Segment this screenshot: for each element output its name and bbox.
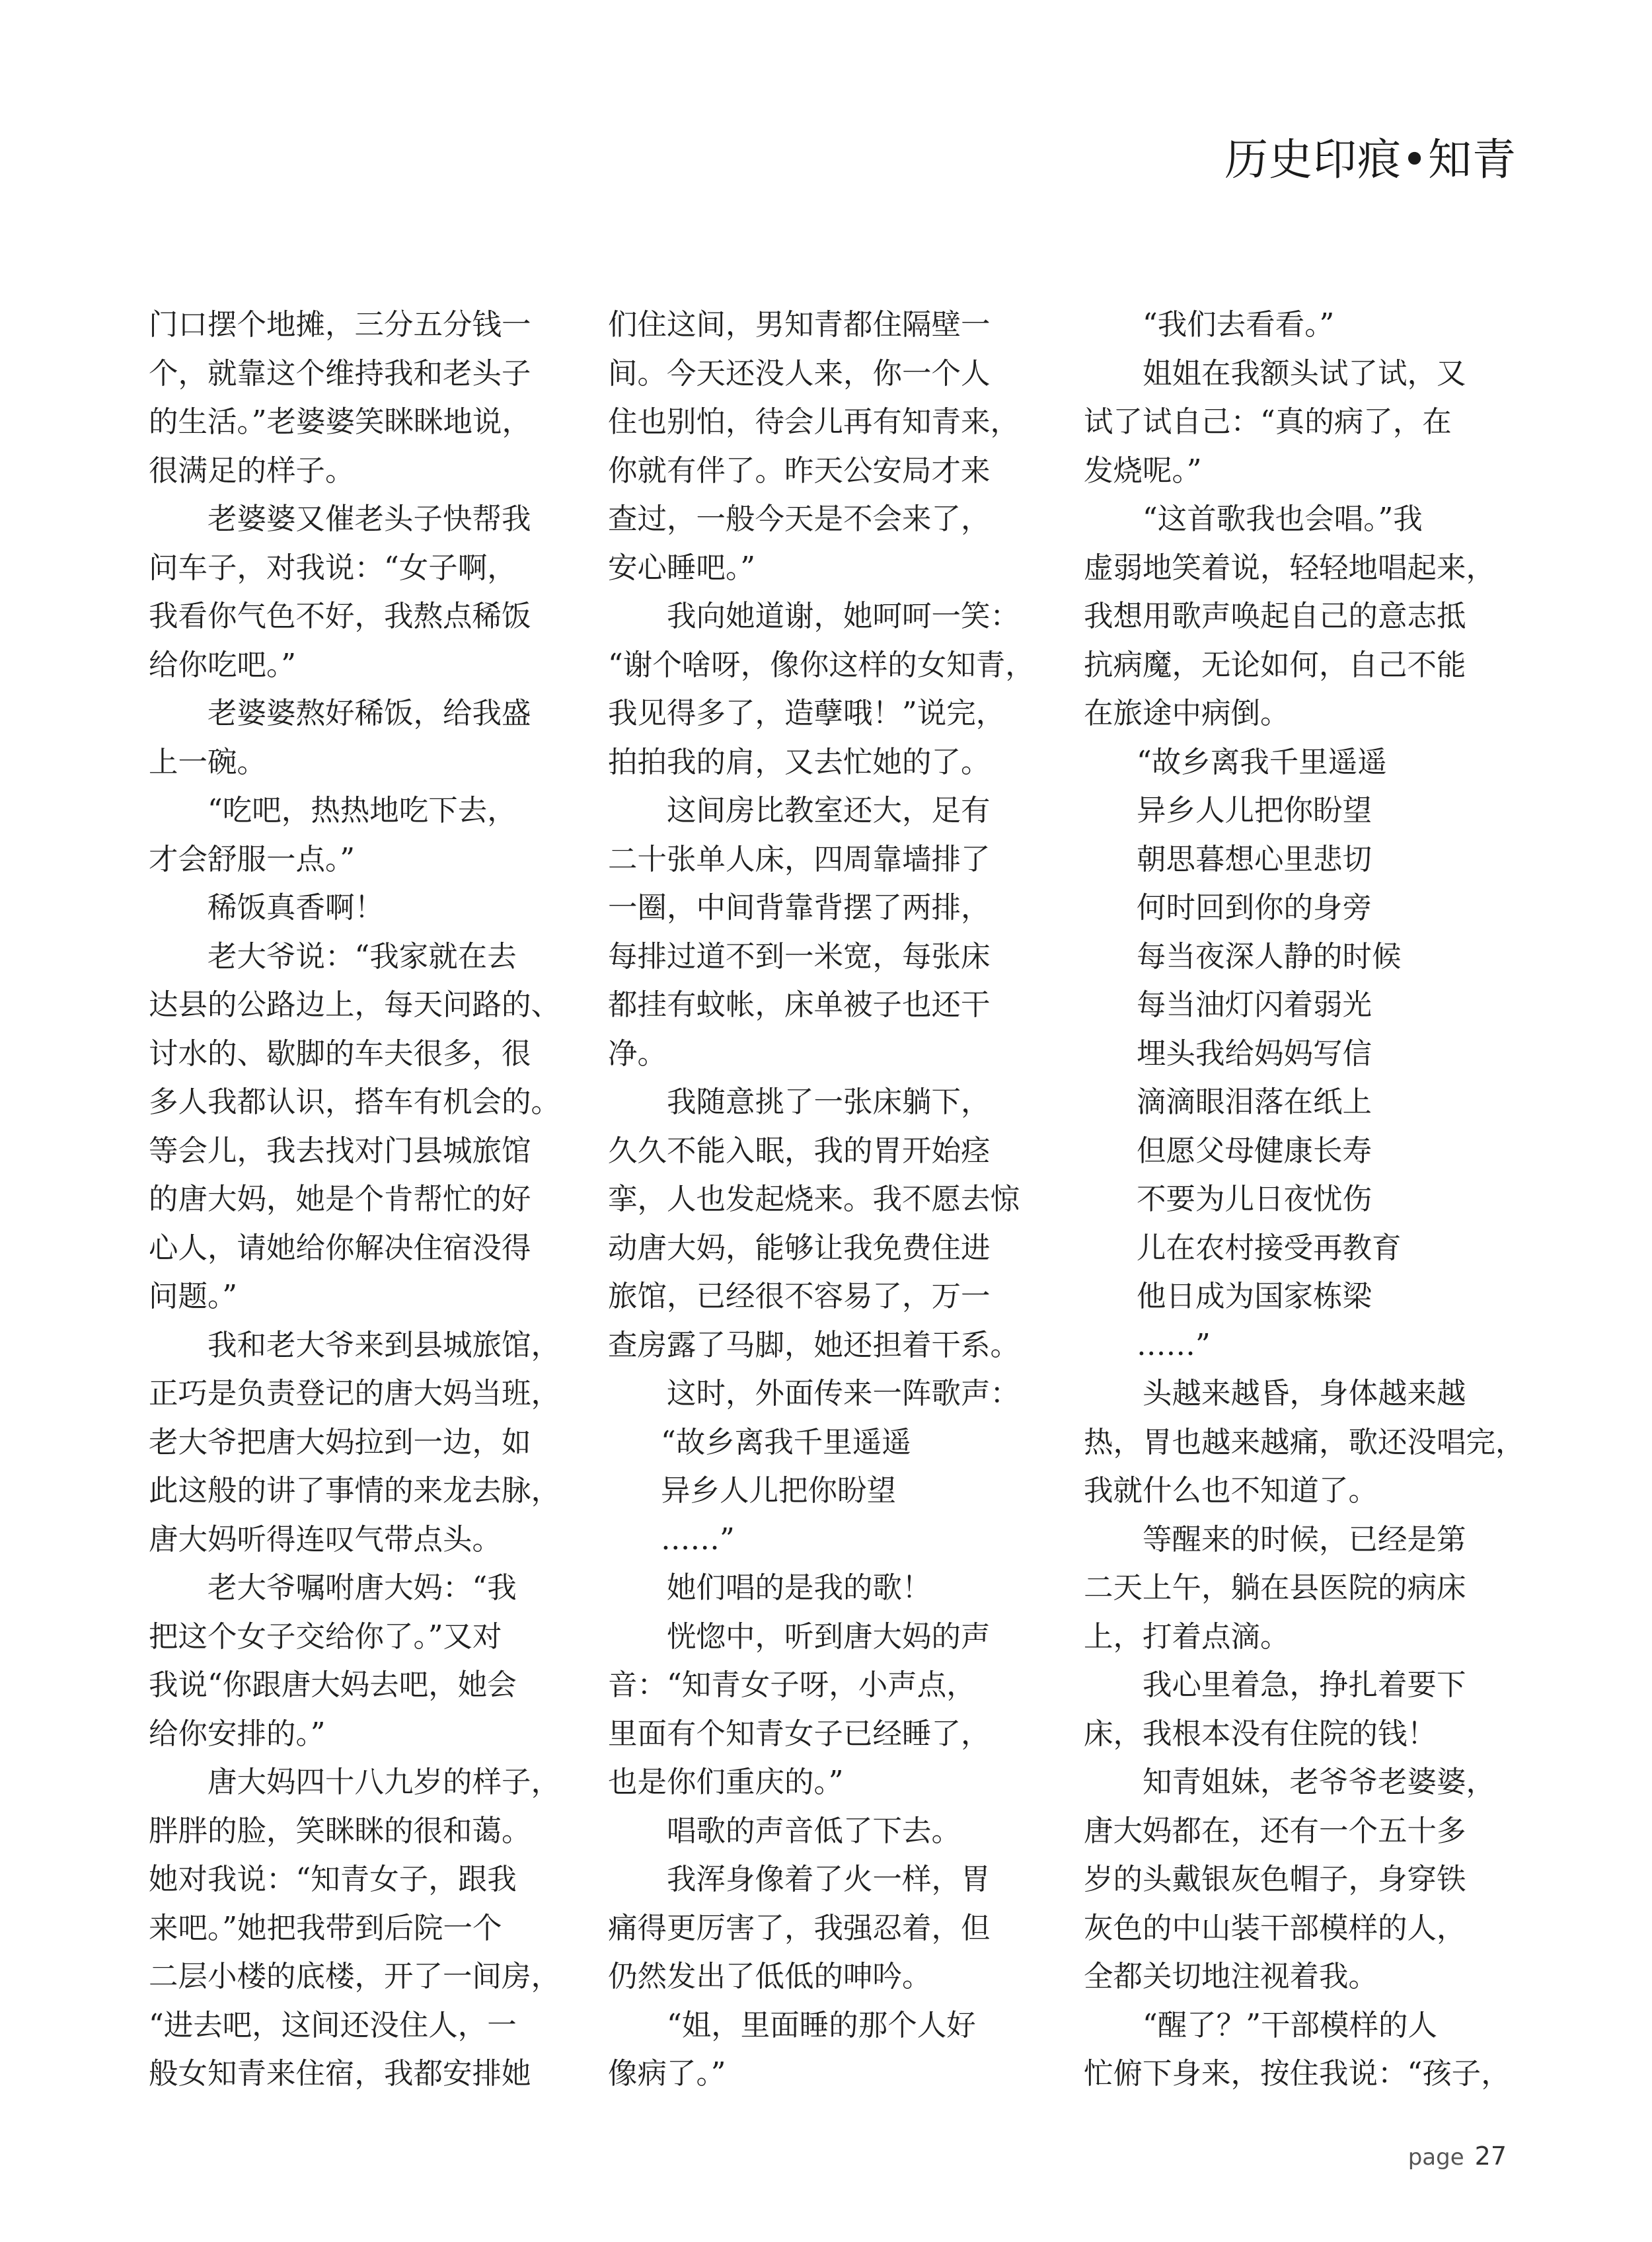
text-line: 稀饭真香啊！ (149, 891, 385, 925)
text-line: 多人我都认识，搭车有机会的。 (149, 1085, 561, 1119)
text-line: 给你安排的。” (149, 1717, 326, 1751)
poem-line: 他日成为国家栋梁 (1137, 1280, 1372, 1313)
text-line: 问题。” (149, 1280, 238, 1313)
text-line: 这间房比教室还大，足有 (608, 794, 991, 828)
text-line: 我随意挑了一张床躺下， (608, 1085, 991, 1119)
text-line: 上一碗。 (149, 745, 267, 779)
text-line: 一圈，中间背靠背摆了两排， (608, 891, 991, 925)
text-line: 们住这间，男知青都住隔壁一 (608, 308, 991, 342)
text-line: 在旅途中病倒。 (1084, 697, 1290, 730)
text-line: 知青姐妹，老爷爷老婆婆， (1084, 1765, 1496, 1799)
section-topic: 知青 (1428, 134, 1517, 185)
text-line: 动唐大妈，能够让我免费住进 (608, 1231, 991, 1265)
text-line: 此这般的讲了事情的来龙去脉， (149, 1474, 561, 1508)
text-line: 净。 (608, 1036, 667, 1071)
poem-line: “故乡离我千里遥遥 (1137, 745, 1387, 779)
text-line: “吃吧，热热地吃下去， (149, 794, 517, 828)
text-line: 唐大妈都在，还有一个五十多 (1084, 1814, 1466, 1848)
text-line: 门口摆个地摊，三分五分钱一 (149, 308, 531, 342)
text-line: 灰色的中山装干部模样的人， (1084, 1911, 1466, 1945)
text-line: 久久不能入眠，我的胃开始痉 (608, 1134, 991, 1168)
section-name: 历史印痕 (1224, 134, 1402, 185)
text-line: 忙俯下身来，按住我说：“孩子， (1084, 2057, 1511, 2091)
page-label: page (1408, 2144, 1464, 2171)
poem-line: 不要为儿日夜忧伤 (1137, 1182, 1372, 1216)
text-line: 头越来越昏，身体越来越 (1084, 1377, 1466, 1411)
text-line: 才会舒服一点。” (149, 842, 356, 876)
text-line: 间。今天还没人来，你一个人 (608, 356, 991, 391)
text-line: “醒了？”干部模样的人 (1084, 2008, 1438, 2042)
poem-line: 滴滴眼泪落在纸上 (1137, 1085, 1372, 1119)
text-line: 老婆婆又催老头子快帮我 (149, 502, 531, 536)
text-line: 老大爷把唐大妈拉到一边，如 (149, 1425, 531, 1459)
text-line: 安心睡吧。” (608, 551, 756, 585)
text-line: 问车子，对我说：“女子啊， (149, 551, 517, 585)
text-line: 里面有个知青女子已经睡了， (608, 1717, 991, 1751)
text-line: 般女知青来住宿，我都安排她 (149, 2057, 531, 2091)
text-line: 讨水的、歇脚的车夫很多，很 (149, 1036, 531, 1071)
text-line: 我向她道谢，她呵呵一笑： (608, 599, 1020, 633)
text-line: “姐，里面睡的那个人好 (608, 2008, 976, 2042)
text-line: 我说“你跟唐大妈去吧，她会 (149, 1668, 517, 1702)
text-line: 我浑身像着了火一样，胃 (608, 1863, 991, 1896)
text-line: 她们唱的是我的歌！ (608, 1571, 932, 1605)
poem-line: 但愿父母健康长寿 (1137, 1134, 1372, 1168)
text-line: 很满足的样子。 (149, 453, 355, 488)
text-line: 我见得多了，造孽哦！”说完， (608, 697, 1006, 730)
poem-line: 儿在农村接受再教育 (1137, 1231, 1402, 1265)
text-line: 住也别怕，待会儿再有知青来， (608, 405, 1020, 439)
text-line: 仍然发出了低低的呻吟。 (608, 1960, 932, 1993)
text-line: 等醒来的时候，已经是第 (1084, 1522, 1466, 1557)
poem-line: 朝思暮想心里悲切 (1137, 842, 1372, 876)
text-line: 恍惚中，听到唐大妈的声 (608, 1619, 991, 1654)
text-line: 心人，请她给你解决住宿没得 (149, 1231, 531, 1265)
text-line: 热，胃也越来越痛，歌还没唱完， (1084, 1425, 1525, 1459)
text-line: 等会儿，我去找对门县城旅馆 (149, 1134, 531, 1168)
text-line: 床，我根本没有住院的钱！ (1084, 1717, 1437, 1751)
poem-line: ……” (661, 1522, 735, 1557)
text-line: 我和老大爷来到县城旅馆， (149, 1328, 561, 1362)
text-line: 我心里着急，挣扎着要下 (1084, 1668, 1466, 1702)
text-line: 老大爷说：“我家就在去 (149, 939, 517, 974)
poem-line: 每当油灯闪着弱光 (1137, 988, 1372, 1022)
text-line: 我就什么也不知道了。 (1084, 1474, 1378, 1508)
text-line: 挛，人也发起烧来。我不愿去惊 (608, 1182, 1020, 1216)
text-line: 她对我说：“知青女子，跟我 (149, 1863, 517, 1896)
text-line: 这时，外面传来一阵歌声： (608, 1377, 1020, 1411)
text-line: 我看你气色不好，我熬点稀饭 (149, 599, 531, 633)
text-line: 音：“知青女子呀，小声点， (608, 1668, 976, 1702)
text-line: 二天上午，躺在县医院的病床 (1084, 1571, 1466, 1605)
text-line: 上，打着点滴。 (1084, 1619, 1290, 1654)
text-line: 正巧是负责登记的唐大妈当班， (149, 1377, 561, 1411)
text-line: 虚弱地笑着说，轻轻地唱起来， (1084, 551, 1496, 585)
text-line: 老婆婆熬好稀饭，给我盛 (149, 697, 531, 730)
text-line: 都挂有蚊帐，床单被子也还干 (608, 988, 991, 1022)
text-line: “我们去看看。” (1084, 308, 1335, 342)
text-column-3 (1084, 301, 1525, 2099)
text-line: “这首歌我也会唱。”我 (1084, 502, 1423, 536)
text-column-1 (149, 301, 585, 2099)
section-header (1224, 124, 1517, 187)
poem-line: “故乡离我千里遥遥 (661, 1425, 911, 1459)
text-line: 像病了。” (608, 2057, 726, 2091)
text-line: 痛得更厉害了，我强忍着，但 (608, 1911, 991, 1945)
text-line: 旅馆，已经很不容易了，万一 (608, 1280, 991, 1313)
text-line: 也是你们重庆的。” (608, 1765, 844, 1799)
text-line: 达县的公路边上，每天问路的、 (149, 988, 561, 1022)
text-line: 试了试自己：“真的病了，在 (1084, 405, 1452, 439)
text-line: 唐大妈听得连叹气带点头。 (149, 1522, 502, 1557)
text-line: 唱歌的声音低了下去。 (608, 1814, 961, 1848)
text-line: “进去吧，这间还没住人，一 (149, 2008, 517, 2042)
poem-line: 何时回到你的身旁 (1137, 891, 1372, 925)
poem-line: 异乡人儿把你盼望 (661, 1474, 897, 1508)
text-line: 个，就靠这个维持我和老头子 (149, 356, 531, 391)
text-line: 给你吃吧。” (149, 648, 297, 682)
text-line: 姐姐在我额头试了试，又 (1084, 356, 1466, 391)
text-line: 全都关切地注视着我。 (1084, 1960, 1378, 1993)
text-column-2 (608, 301, 1044, 2099)
text-line: 的生活。”老婆婆笑眯眯地说， (149, 405, 532, 439)
text-line: 拍拍我的肩，又去忙她的了。 (608, 745, 991, 779)
poem-line: 每当夜深人静的时候 (1137, 939, 1402, 974)
text-line: 来吧。”她把我带到后院一个 (149, 1911, 502, 1945)
text-line: 抗病魔，无论如何，自己不能 (1084, 648, 1466, 682)
text-line: 每排过道不到一米宽，每张床 (608, 939, 991, 974)
text-line: 把这个女子交给你了。”又对 (149, 1619, 502, 1654)
poem-line: 异乡人儿把你盼望 (1137, 794, 1372, 828)
text-line: 老大爷嘱咐唐大妈：“我 (149, 1571, 517, 1605)
page-number (1408, 2142, 1507, 2171)
text-line: 岁的头戴银灰色帽子，身穿铁 (1084, 1863, 1466, 1896)
header-separator: • (1402, 134, 1428, 185)
text-line: 二层小楼的底楼，开了一间房， (149, 1960, 561, 1993)
poem-line: 埋头我给妈妈写信 (1137, 1036, 1372, 1071)
text-line: 发烧呢。” (1084, 453, 1202, 488)
text-line: 二十张单人床，四周靠墙排了 (608, 842, 991, 876)
poem-line: ……” (1137, 1328, 1211, 1362)
text-line: “谢个啥呀，像你这样的女知青， (608, 648, 1035, 682)
text-line: 胖胖的脸，笑眯眯的很和蔼。 (149, 1814, 531, 1848)
text-line: 查房露了马脚，她还担着干系。 (608, 1328, 1020, 1362)
text-line: 你就有伴了。昨天公安局才来 (608, 453, 991, 488)
page-number-value: 27 (1474, 2142, 1507, 2171)
text-line: 的唐大妈，她是个肯帮忙的好 (149, 1182, 531, 1216)
text-line: 唐大妈四十八九岁的样子， (149, 1765, 561, 1799)
text-line: 我想用歌声唤起自己的意志抵 (1084, 599, 1466, 633)
text-line: 查过，一般今天是不会来了， (608, 502, 991, 536)
